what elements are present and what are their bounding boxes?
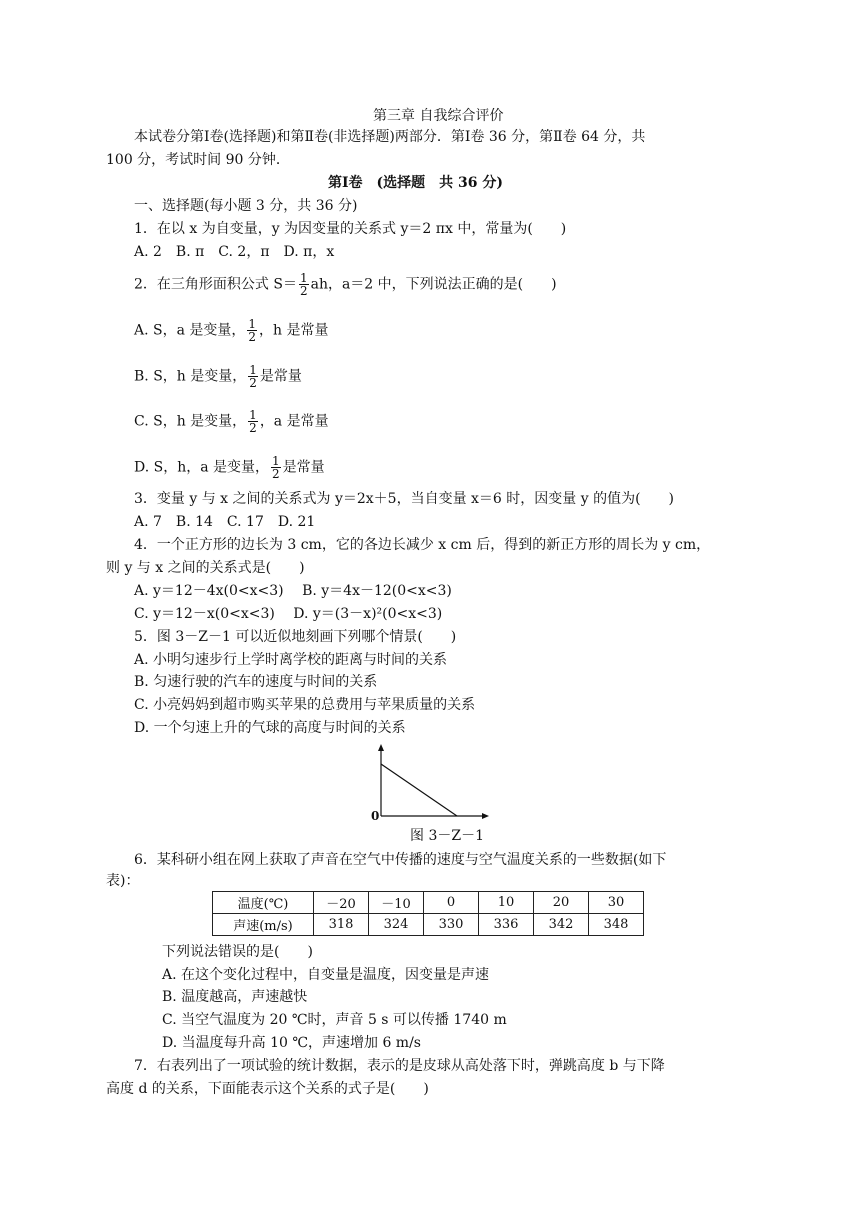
x-axis-arrow [482, 813, 489, 819]
table-cell: 30 [589, 892, 644, 914]
q4-options-ab: A. y＝12－4x(0<x<3) B. y＝4x－12(0<x<3) [134, 583, 452, 599]
q6-stem-line-2: 表)： [106, 873, 140, 889]
q1-options: A. 2 B. π C. 2，π D. π，x [134, 244, 335, 260]
q5-figure [378, 744, 498, 828]
fraction: $\frac{1}{2}$ [272, 454, 280, 481]
table-cell: 0 [424, 892, 479, 914]
q4-stem-line-1: 4．一个正方形的边长为 3 cm，它的各边长减少 x cm 后，得到的新正方形的周长为 y cm， [134, 537, 711, 553]
figure-caption: 图 3－Z－1 [410, 828, 484, 844]
table-cell: 336 [479, 914, 534, 936]
q6-option-d: D. 当温度每升高 10 ℃，声速增加 6 m/s [162, 1035, 421, 1051]
q3-options: A. 7 B. 14 C. 17 D. 21 [134, 514, 316, 530]
intro-line-2: 100 分，考试时间 90 分钟． [106, 152, 290, 168]
table-cell: 324 [369, 914, 424, 936]
fraction: $\frac{1}{2}$ [249, 408, 257, 435]
table-cell: 20 [534, 892, 589, 914]
q6-option-c: C. 当空气温度为 20 ℃时，声音 5 s 可以传播 1740 m [162, 1012, 507, 1028]
q4-options-cd: C. y＝12－x(0<x<3) D. y＝(3－x)²(0<x<3) [134, 606, 443, 622]
q5-option-c: C. 小亮妈妈到超市购买苹果的总费用与苹果质量的关系 [134, 697, 476, 713]
table-cell: －20 [314, 892, 369, 914]
q2-option-d: D. S，h，a 是变量， $\frac{1}{2}$ 是常量 [134, 454, 325, 481]
table-cell: 342 [534, 914, 589, 936]
table-row [213, 914, 644, 936]
speed-temperature-table [212, 891, 644, 936]
table-cell: －10 [369, 892, 424, 914]
fraction: $\frac{1}{2}$ [299, 271, 308, 298]
table-cell: 348 [589, 914, 644, 936]
table-cell: 330 [424, 914, 479, 936]
q7-stem-line-1: 7．右表列出了一项试验的统计数据，表示的是皮球从高处落下时，弹跳高度 b 与下降 [134, 1058, 665, 1074]
q7-stem-line-2: 高度 d 的关系，下面能表示这个关系的式子是( ) [106, 1081, 429, 1097]
line-graph [378, 744, 498, 824]
q2-option-a: A. S，a 是变量， $\frac{1}{2}$ ，h 是常量 [134, 317, 329, 344]
q4-stem-line-2: 则 y 与 x 之间的关系式是( ) [106, 560, 305, 576]
figure-origin-label: 0 [371, 809, 380, 823]
q5-option-a: A. 小明匀速步行上学时离学校的距离与时间的关系 [134, 652, 448, 668]
y-axis-arrow [378, 744, 384, 751]
q1-stem: 1．在以 x 为自变量，y 为因变量的关系式 y＝2 πx 中，常量为( ) [134, 221, 567, 237]
q2-stem: 2．在三角形面积公式 S＝ $\frac{1}{2}$ ah，a＝2 中，下列说法正确的是( ) [134, 271, 557, 298]
fraction: $\frac{1}{2}$ [248, 317, 257, 344]
intro-line-1: 本试卷分第Ⅰ卷(选择题)和第Ⅱ卷(非选择题)两部分．第Ⅰ卷 36 分，第Ⅱ卷 64 分，共 [134, 129, 646, 145]
q5-option-b: B. 匀速行驶的汽车的速度与时间的关系 [134, 674, 378, 690]
q3-stem: 3．变量 y 与 x 之间的关系式为 y＝2x＋5，当自变量 x＝6 时，因变量 y 的值为( ) [134, 491, 675, 507]
table-cell: 318 [314, 914, 369, 936]
table-header-speed: 声速(m/s) [213, 914, 314, 936]
q6-ask: 下列说法错误的是( ) [162, 944, 313, 960]
page-title: 第三章 自我综合评价 [373, 108, 504, 124]
q5-stem: 5．图 3－Z－1 可以近似地刻画下列哪个情景( ) [134, 629, 457, 645]
part-heading: 第Ⅰ卷 (选择题 共 36 分) [328, 175, 504, 191]
q6-option-b: B. 温度越高，声速越快 [162, 989, 308, 1005]
section-heading: 一、选择题(每小题 3 分，共 36 分) [134, 198, 358, 214]
graph-line [381, 764, 457, 816]
q2-option-b: B. S，h 是变量， $\frac{1}{2}$ 是常量 [134, 363, 302, 390]
table-header-temperature: 温度(℃) [213, 892, 314, 914]
table-row [213, 892, 644, 914]
q2-option-c: C. S，h 是变量， $\frac{1}{2}$ ，a 是常量 [134, 408, 329, 435]
q5-option-d: D. 一个匀速上升的气球的高度与时间的关系 [134, 720, 406, 736]
q6-stem-line-1: 6．某科研小组在网上获取了声音在空气中传播的速度与空气温度关系的一些数据(如下 [134, 852, 667, 868]
fraction: $\frac{1}{2}$ [249, 363, 257, 390]
q6-option-a: A. 在这个变化过程中，自变量是温度，因变量是声速 [162, 967, 490, 983]
table-cell: 10 [479, 892, 534, 914]
